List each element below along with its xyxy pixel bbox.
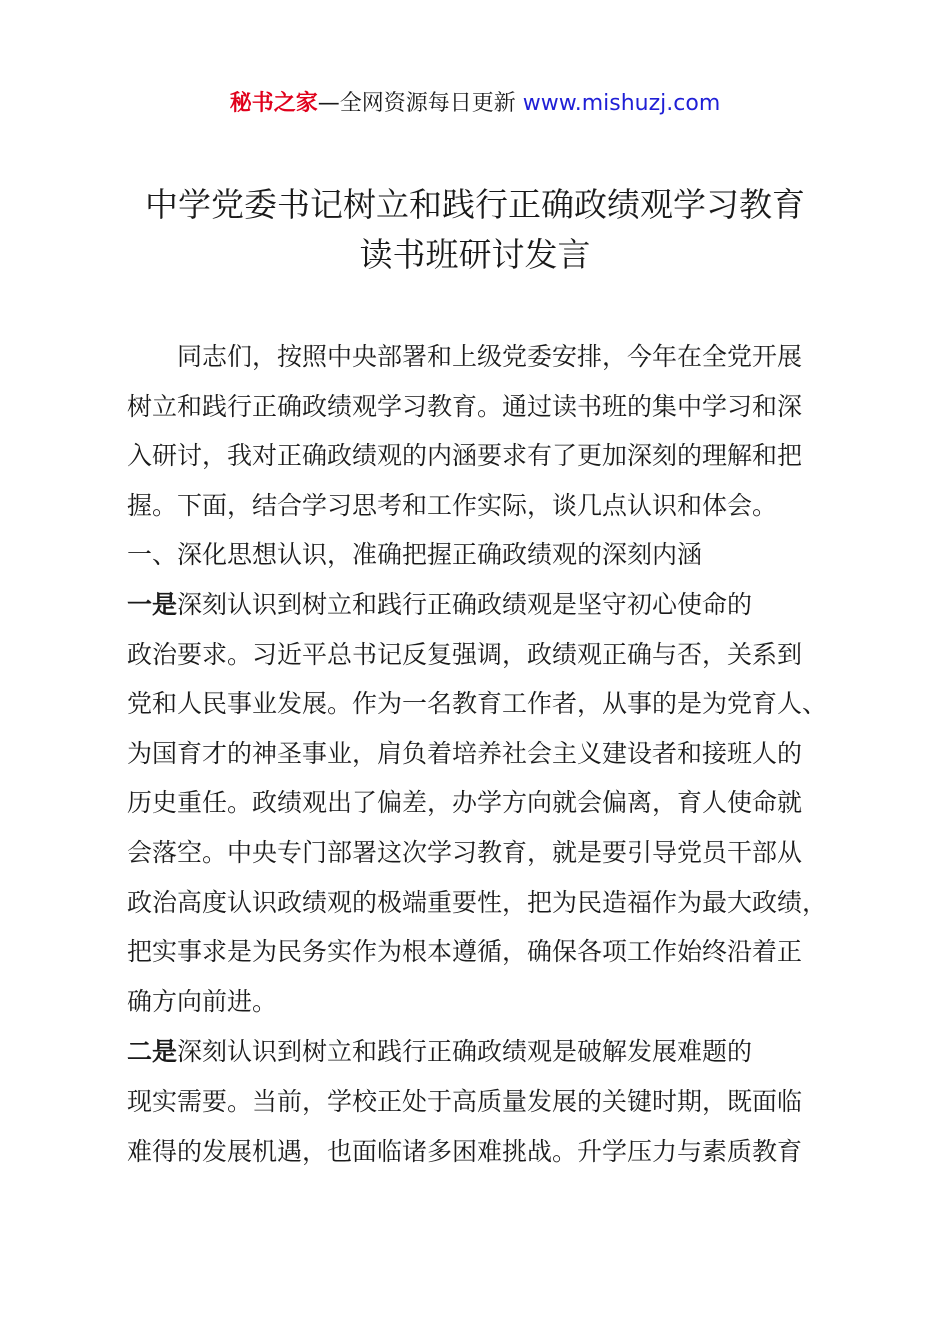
document-body bbox=[127, 332, 839, 1176]
section-heading bbox=[127, 530, 839, 580]
point-two-line: 现实需要。当前，学校正处于高质量发展的关键时期，既面临 bbox=[127, 1086, 803, 1116]
point-one-paragraph bbox=[127, 580, 839, 1026]
title-line-1: 中学党委书记树立和践行正确政绩观学习教育 bbox=[145, 185, 805, 224]
brand-name: 秘书之家 bbox=[229, 91, 318, 116]
point-one-lead: 一是 bbox=[127, 589, 178, 619]
site-url[interactable]: www.mishuzj.com bbox=[522, 91, 721, 116]
point-two-line: 难得的发展机遇，也面临诸多困难挑战。升学压力与素质教育 bbox=[127, 1136, 803, 1166]
point-two-paragraph bbox=[127, 1027, 839, 1176]
point-one-line: 把实事求是为民务实作为根本遵循，确保各项工作始终沿着正 bbox=[127, 937, 803, 967]
header-dash: — bbox=[317, 91, 340, 116]
point-one-text: 深刻认识到树立和践行正确政绩观是坚守初心使命的 bbox=[177, 589, 753, 619]
point-one-line: 为国育才的神圣事业，肩负着培养社会主义建设者和接班人的 bbox=[127, 738, 803, 768]
document-title bbox=[60, 180, 890, 280]
point-two-first-line bbox=[77, 1027, 839, 1077]
point-one-line: 会落空。中央专门部署这次学习教育，就是要引导党员干部从 bbox=[127, 837, 803, 867]
site-header bbox=[0, 88, 950, 120]
point-one-line: 党和人民事业发展。作为一名教育工作者，从事的是为党育人、 bbox=[127, 689, 828, 719]
section-heading-text: 一、深化思想认识，准确把握正确政绩观的深刻内涵 bbox=[127, 540, 703, 570]
point-two-lead: 二是 bbox=[127, 1037, 178, 1067]
intro-paragraph bbox=[127, 332, 839, 530]
intro-line: 树立和践行正确政绩观学习教育。通过读书班的集中学习和深 bbox=[127, 391, 803, 421]
header-tagline: 全网资源每日更新 bbox=[339, 91, 523, 116]
point-one-line: 政治高度认识政绩观的极端重要性，把为民造福作为最大政绩， bbox=[127, 887, 828, 917]
point-two-text: 深刻认识到树立和践行正确政绩观是破解发展难题的 bbox=[177, 1037, 753, 1067]
intro-line: 入研讨，我对正确政绩观的内涵要求有了更加深刻的理解和把 bbox=[127, 441, 803, 471]
point-one-line: 确方向前进。 bbox=[127, 986, 278, 1016]
intro-line: 同志们，按照中央部署和上级党委安排，今年在全党开展 bbox=[177, 342, 803, 371]
intro-line: 握。下面，结合学习思考和工作实际，谈几点认识和体会。 bbox=[127, 490, 778, 520]
point-one-line: 政治要求。习近平总书记反复强调，政绩观正确与否，关系到 bbox=[127, 639, 803, 669]
point-one-first-line bbox=[77, 580, 839, 630]
point-one-line: 历史重任。政绩观出了偏差，办学方向就会偏离，育人使命就 bbox=[127, 788, 803, 818]
title-line-2: 读书班研讨发言 bbox=[359, 235, 591, 274]
